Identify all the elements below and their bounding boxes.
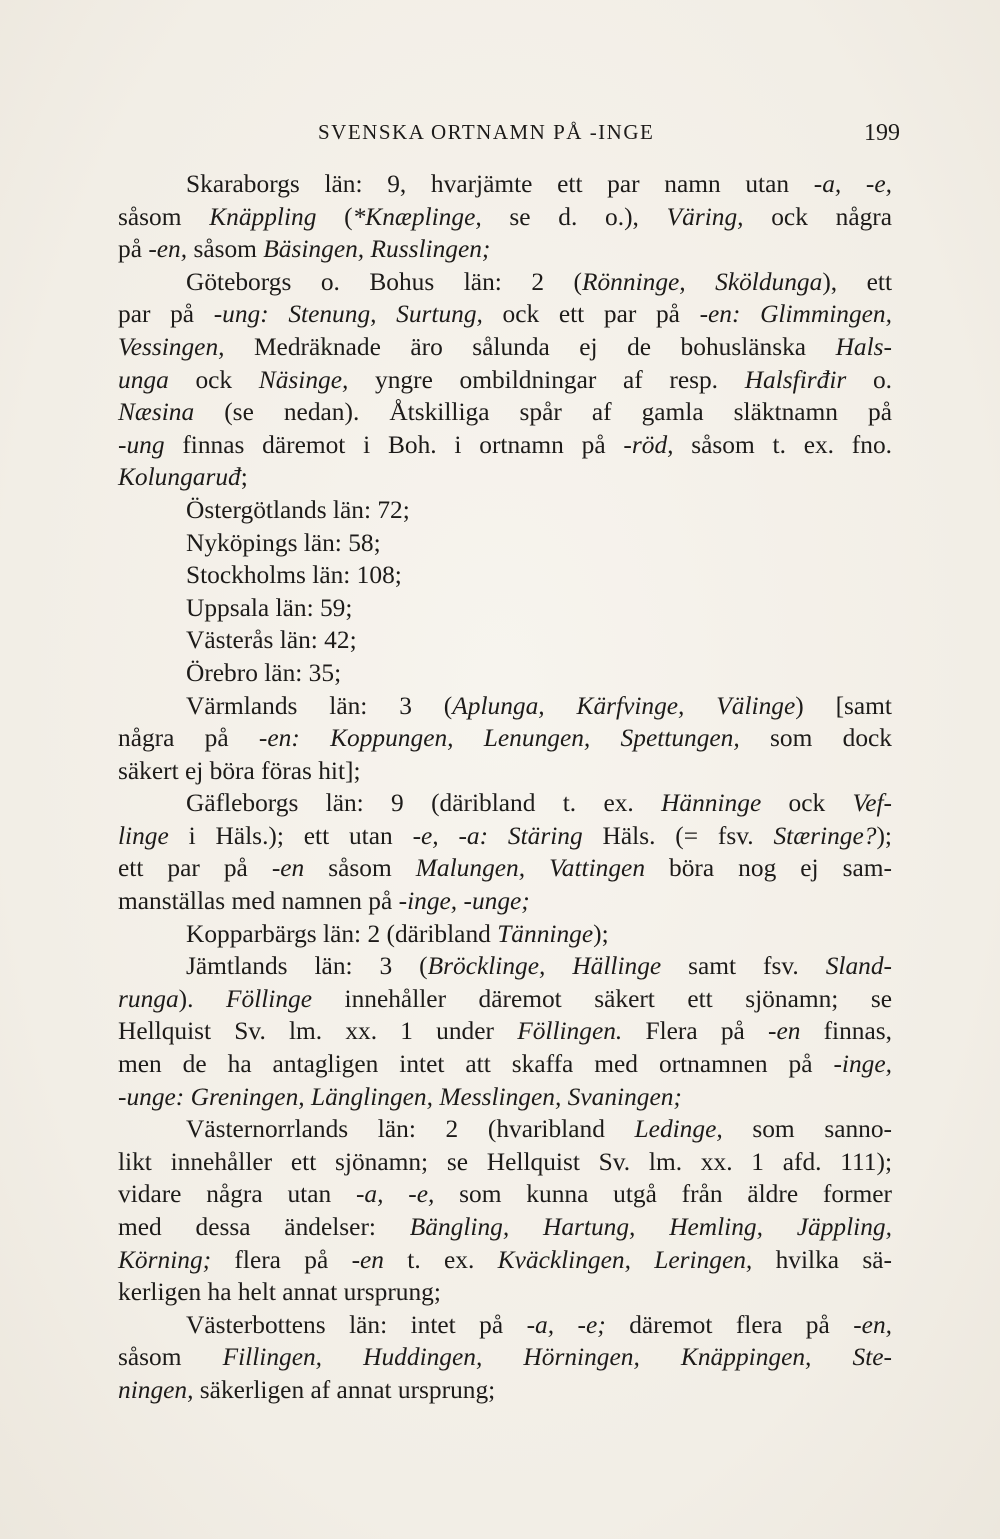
text-run: Uppsala län: 59;: [186, 593, 353, 622]
text-line: [118, 1276, 892, 1309]
italic-text: runga: [118, 984, 179, 1013]
italic-text: -en,: [148, 235, 188, 264]
running-title: SVENSKA ORTNAMN PÅ -INGE: [318, 120, 655, 144]
text-line: [118, 298, 892, 331]
italic-text: -ung: [118, 430, 165, 459]
italic-text: -en: Glimmingen,: [699, 300, 892, 329]
text-run: finnas däremot i Boh. i ortnamn på: [164, 430, 624, 459]
text-line: [118, 918, 892, 951]
text-run: ock: [761, 789, 853, 818]
italic-text: -en,: [853, 1310, 892, 1339]
text-run: däremot flera på: [605, 1310, 854, 1339]
text-line: [118, 201, 892, 234]
text-run: (: [316, 202, 353, 231]
text-run: o.: [846, 365, 893, 394]
italic-text: Bäsingen, Russlingen;: [263, 235, 491, 264]
text-run: ), ett: [822, 267, 893, 296]
italic-text: ningen,: [118, 1375, 194, 1404]
text-run: Flera på: [622, 1017, 768, 1046]
text-run: Stockholms län: 108;: [186, 561, 402, 590]
text-line: [118, 461, 892, 494]
italic-text: Bängling, Hartung, Hemling, Jäppling,: [409, 1213, 892, 1241]
text-run: Jämtlands län: 3 (: [186, 952, 428, 981]
text-run: som dock: [739, 724, 892, 753]
italic-text: Vef-: [852, 789, 892, 818]
text-run: Nyköpings län: 58;: [186, 528, 381, 557]
italic-text: -en: Koppungen, Lenungen, Spettungen,: [258, 724, 740, 753]
text-run: Göteborgs o. Bohus län: 2 (: [186, 267, 582, 296]
text-run: i Häls.); ett utan: [168, 821, 413, 850]
text-run: några på: [118, 724, 259, 753]
text-line: [118, 559, 892, 592]
text-run: kerligen ha helt annat ursprung;: [118, 1278, 441, 1307]
text-run: ock ett par på: [482, 300, 700, 329]
italic-text: Fillingen, Huddingen, Hörningen, Knäppingen, Ste-: [222, 1343, 892, 1372]
text-run: (se nedan). Åtskilliga spår af gamla släktnamn på: [194, 398, 892, 427]
italic-text: -e, -a: Stäring: [412, 821, 583, 850]
italic-text: Stæringe?: [773, 821, 877, 850]
text-run: Häls. (= fsv.: [582, 821, 774, 850]
italic-text: Näsinge,: [258, 365, 349, 394]
text-run: ock: [168, 365, 259, 394]
text-line: [118, 1341, 892, 1374]
text-run: hvilka sä-: [752, 1245, 892, 1274]
text-line: [118, 950, 892, 983]
italic-text: -a, -e,: [813, 170, 892, 198]
text-run: Västernorrlands län: 2 (hvaribland: [186, 1115, 635, 1144]
italic-text: -en: [767, 1017, 801, 1046]
text-line: [118, 885, 892, 918]
text-run: ett par på: [118, 854, 272, 883]
text-line: [118, 527, 892, 560]
text-run: såsom t. ex. fno.: [673, 430, 892, 459]
text-run: ;: [240, 463, 248, 492]
text-line: [118, 1244, 892, 1277]
text-run: likt innehåller ett sjönamn; se Hellquist Sv. lm. xx. 1 afd. 111);: [118, 1147, 892, 1176]
text-run: Örebro län: 35;: [186, 658, 342, 687]
text-run: ) [samt: [795, 691, 892, 720]
text-run: finnas,: [800, 1017, 892, 1046]
text-run: manställas med namnen på: [118, 887, 399, 916]
text-run: );: [593, 919, 609, 948]
italic-text: -inge,: [833, 1050, 892, 1079]
text-run: par på: [118, 300, 214, 329]
italic-text: -en: [271, 854, 305, 883]
italic-text: Körning;: [118, 1245, 212, 1274]
italic-text: Sland-: [825, 952, 892, 981]
text-line: [118, 1113, 892, 1146]
text-line: [118, 266, 892, 299]
italic-text: -unge: Greningen, Länglingen, Messlingen, Svaningen;: [118, 1082, 682, 1111]
italic-text: Malungen, Vattingen: [415, 854, 646, 883]
italic-text: Kväcklingen, Leringen,: [497, 1245, 753, 1274]
italic-text: Hals-: [835, 332, 892, 361]
text-run: såsom: [118, 1343, 223, 1372]
italic-text: *Knæplinge,: [352, 202, 482, 231]
italic-text: Vessingen,: [118, 332, 225, 361]
text-line: [118, 852, 892, 885]
text-run: Skaraborgs län: 9, hvarjämte ett par namn utan: [186, 170, 814, 198]
text-line: [118, 1211, 892, 1244]
text-line: [118, 1374, 892, 1407]
text-line: [118, 755, 892, 788]
text-run: böra nog ej sam-: [645, 854, 892, 883]
text-run: Värmlands län: 3 (: [186, 691, 453, 720]
italic-text: Næsina: [118, 398, 195, 427]
italic-text: -röd,: [623, 430, 674, 459]
text-run: t. ex.: [383, 1245, 498, 1274]
text-run: såsom: [187, 235, 264, 264]
text-run: såsom: [304, 854, 416, 883]
text-line: [118, 233, 892, 266]
text-line: [118, 592, 892, 625]
italic-text: Föllinge: [225, 984, 313, 1013]
text-line: [118, 787, 892, 820]
text-line: [118, 624, 892, 657]
italic-text: -en: [351, 1245, 384, 1274]
italic-text: -inge, -unge;: [398, 887, 530, 916]
text-run: som sanno-: [722, 1115, 893, 1144]
text-line: [118, 983, 892, 1016]
text-line: [118, 1048, 892, 1081]
text-run: som kunna utgå från äldre former: [434, 1180, 892, 1209]
text-run: Medräknade äro sålunda ej de bohuslänska: [224, 332, 836, 361]
text-run: Västerbottens län: intet på: [186, 1310, 527, 1339]
text-line: [118, 1178, 892, 1211]
text-run: Västerås län: 42;: [186, 626, 357, 655]
italic-text: Bröcklinge, Hällinge: [427, 952, 662, 981]
text-run: såsom: [118, 202, 210, 231]
text-line: [118, 722, 892, 755]
text-run: ock några: [743, 202, 893, 231]
italic-text: Tänninge: [497, 919, 594, 948]
text-line: [118, 1081, 892, 1114]
text-run: );: [876, 821, 892, 850]
text-line: [118, 657, 892, 690]
text-line: [118, 168, 892, 201]
body-text: [118, 168, 892, 1407]
text-run: på: [118, 235, 149, 264]
text-run: se d. o.),: [481, 202, 667, 231]
page-number: 199: [864, 120, 900, 146]
italic-text: Aplunga, Kärfvinge, Välinge: [452, 691, 796, 720]
text-run: ).: [178, 984, 226, 1013]
italic-text: Halsfirđir: [744, 365, 847, 394]
text-run: innehåller däremot säkert ett sjönamn; se: [312, 984, 892, 1013]
text-run: med dessa ändelser:: [118, 1213, 410, 1241]
text-run: säkert ej böra föras hit];: [118, 756, 361, 785]
italic-text: -a, -e,: [355, 1180, 435, 1209]
text-line: [118, 820, 892, 853]
text-run: Hellquist Sv. lm. xx. 1 under: [118, 1017, 518, 1046]
text-run: yngre ombildningar af resp.: [348, 365, 745, 394]
text-line: [118, 494, 892, 527]
text-line: [118, 1309, 892, 1342]
italic-text: Kolungaruđ: [118, 463, 241, 492]
italic-text: Ledinge,: [634, 1115, 723, 1144]
text-run: Gäfleborgs län: 9 (däribland t. ex.: [186, 789, 662, 818]
italic-text: unga: [118, 365, 169, 394]
italic-text: linge: [118, 821, 169, 850]
italic-text: -ung: Stenung, Surtung,: [213, 300, 483, 329]
text-run: flera på: [211, 1245, 352, 1274]
text-line: [118, 364, 892, 397]
text-line: [118, 690, 892, 723]
page-header: [118, 120, 900, 150]
text-run: Kopparbärgs län: 2 (däribland: [186, 919, 498, 948]
text-run: säkerligen af annat ursprung;: [193, 1375, 496, 1404]
italic-text: Väring,: [666, 202, 744, 231]
italic-text: Knäppling: [209, 202, 317, 231]
text-run: samt fsv.: [661, 952, 826, 981]
italic-text: Hänninge: [661, 789, 762, 818]
italic-text: -a, -e;: [526, 1310, 606, 1339]
text-run: men de ha antagligen intet att skaffa med ortnamnen på: [118, 1050, 834, 1079]
text-line: [118, 331, 892, 364]
text-line: [118, 396, 892, 429]
text-line: [118, 1015, 892, 1048]
italic-text: Föllingen.: [517, 1017, 623, 1046]
text-run: vidare några utan: [118, 1180, 356, 1209]
text-run: Östergötlands län: 72;: [186, 495, 410, 524]
text-line: [118, 1146, 892, 1179]
italic-text: Rönninge, Sköldunga: [581, 267, 823, 296]
text-line: [118, 429, 892, 462]
